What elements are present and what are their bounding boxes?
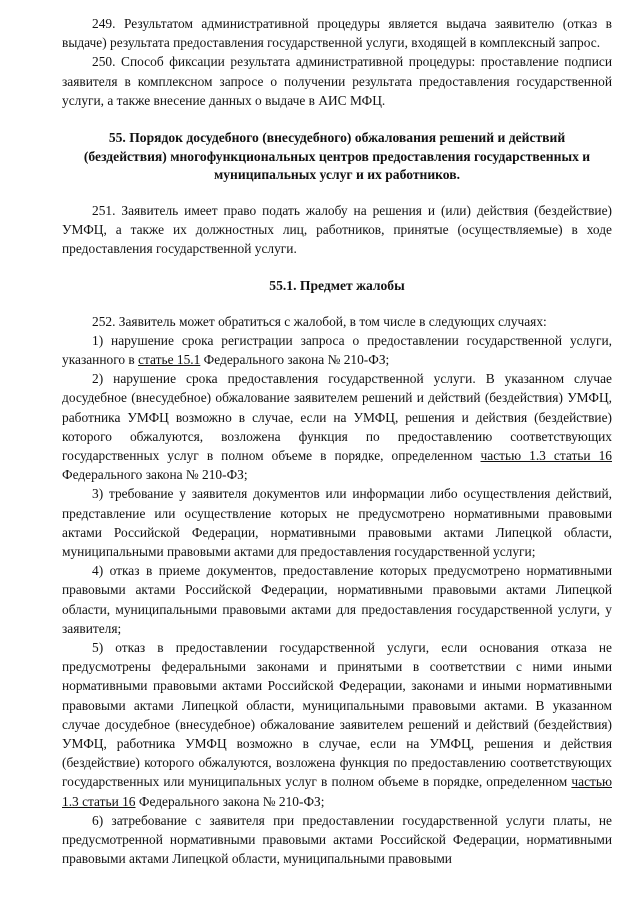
list-item-2: [62, 369, 612, 484]
paragraph-252: 252. Заявитель может обратиться с жалобой, в том числе в следующих случаях:: [92, 313, 547, 329]
list-item-6: 6) затребование с заявителя при предоставлении государственной услуги платы, не предусмотренной нормативными правовыми актами Российской Федерации, нормативными правовыми актами Липецкой области, муниципальными правовыми: [62, 812, 612, 867]
paragraph-249: 249. Результатом административной процедуры является выдача заявителю (отказ в выдаче) результата предоставления государственной услуги, входящей в комплексный запрос.: [62, 16, 612, 51]
list-item-5: [62, 638, 612, 811]
paragraph-250: 250. Способ фиксации результата административной процедуры: проставление подписи заявителя в комплексном запросе о получении результата предоставления государственной услуги, а также внесение данных о выдаче в АИС МФЦ.: [62, 54, 612, 108]
list-item-3: 3) требование у заявителя документов или информации либо осуществления действий, представление или осуществление которых не предусмотрено нормативными правовыми актами Российской Федерации, нормативными правовыми актами Липецкой области, муниципальными правовыми актами для предоставления государственной услуги;: [62, 486, 612, 560]
section-heading: 55. Порядок досудебного (внесудебного) обжалования решений и действий (бездействия) многофункциональных центров предоставления государственных и муниципальных услуг и их работников.: [83, 130, 591, 183]
law-link-part-1-3-article-16[interactable]: частью 1.3 статьи 16: [480, 448, 612, 464]
list-item-2-text: 2) нарушение срока предоставления государственной услуги. В указанном случае досудебное (внесудебное) обжалование заявителем решений и действий (бездействия) УМФЦ, работника УМФЦ возможно в случае, если на УМФЦ, решения и действия (бездействие) которого обжалуются, возложена функция по предоставлению соответствующих государственных услуг в полном объеме в порядке, определенном: [62, 371, 612, 464]
list-item-1: [62, 331, 612, 369]
list-item-5-text: 5) отказ в предоставлении государственной услуги, если основания отказа не предусмотрены федеральными законами и принятыми в соответствии с ними иными нормативными правовыми актами Российской Федерации, законами и иными нормативными правовыми актами Липецкой области, муниципальными правовыми актами. В указанном случае досудебное (внесудебное) обжалование заявителем решений и действий (бездействия) УМФЦ, работника УМФЦ возможно в случае, если на УМФЦ, решения и действия (бездействие) которого обжалуются, возложена функция по предоставлению соответствующих государственных или муниципальных услуг в полном объеме в порядке, определенном: [62, 640, 612, 790]
list-item-5-tail: Федерального закона № 210-ФЗ;: [135, 793, 325, 809]
list-item-2-tail: Федерального закона № 210-ФЗ;: [62, 467, 248, 483]
list-item-1-text: 1) нарушение срока регистрации запроса о предоставлении государственной услуги, указанного в: [62, 332, 612, 368]
paragraph-251: 251. Заявитель имеет право подать жалобу на решения и (или) действия (бездействие) УМФЦ, а также их должностных лиц, работников, принятые (осуществляемые) в ходе предоставления государственной услуги.: [62, 202, 612, 257]
law-link-part-1-3-article-16-second[interactable]: частью 1.3 статьи 16: [62, 774, 612, 809]
list-item-4: 4) отказ в приеме документов, предоставление которых предусмотрено нормативными правовыми актами Российской Федерации, нормативными правовыми актами Липецкой области, муниципальными правовыми актами для предоставления государственной услуги, у заявителя;: [62, 563, 612, 636]
list-item-1-tail: Федерального закона № 210-ФЗ;: [200, 352, 390, 368]
subsection-heading: 55.1. Предмет жалобы: [269, 278, 405, 294]
law-link-article-15-1[interactable]: статье 15.1: [138, 352, 201, 368]
